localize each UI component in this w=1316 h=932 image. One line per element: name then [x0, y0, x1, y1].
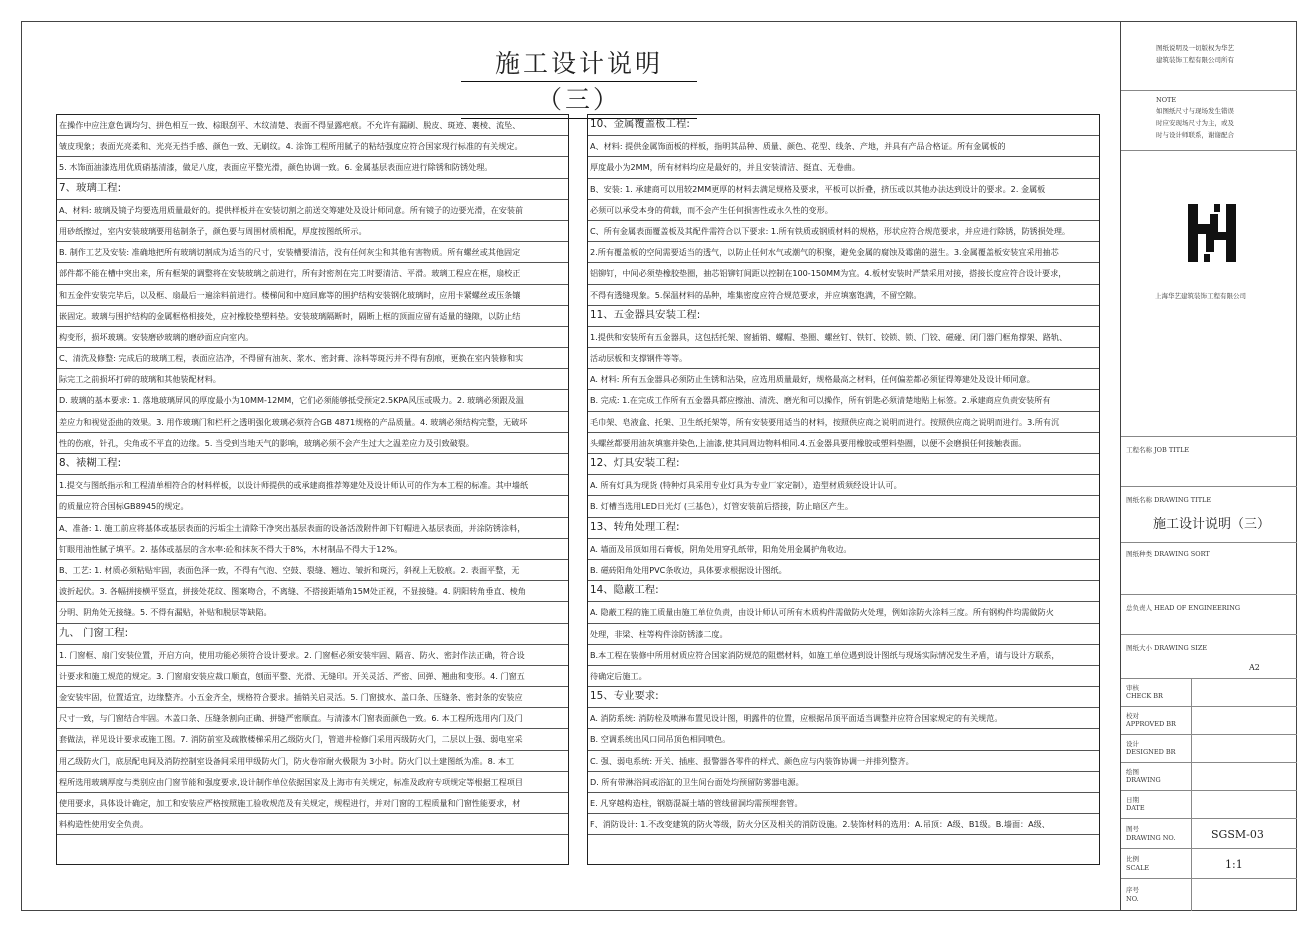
text-line: F、消防设计: 1.不改变建筑的防火等级，防火分区及相关的消防设施。2.装饰材料的选用：A.吊顶：A级、B1级。B.墙面：A级、	[588, 814, 1099, 835]
text-line: A. 所有灯具为现货 (特种灯具采用专业灯具为专业厂家定制），造型材质须经设计认可。	[588, 475, 1099, 496]
text-line: 用砂纸擦过，室内安装玻璃要用毡制条子，颜色要与周围材质相配，厚度按图纸所示。	[57, 221, 568, 242]
section-heading: 10、金属覆盖板工程:	[588, 115, 1099, 136]
text-line: 程所选用玻璃厚度与类别应由门窗节能和强度要求,设计制作单位依据国家及上海市有关规定，标准及政府专项规定等根据工程项目	[57, 772, 568, 793]
drawing-cn: 绘图	[1126, 768, 1139, 776]
section-heading: 11、五金器具安装工程:	[588, 306, 1099, 327]
text-line: A. 隐蔽工程的施工质量由施工单位负责，由设计师认可所有木质构件需做防火处理，例如涂防火涂料三度。所有钢构件均需做防火	[588, 602, 1099, 623]
text-line: 尺寸一致，与门窗结合牢固。木盖口条、压缝条割向正确、拼缝严密顺直。与清漆木门窗表面颜色一致。6. 本工程所选用内门及门	[57, 708, 568, 729]
text-line: 处理，非梁、柱等构件涂防锈漆二度。	[588, 624, 1099, 645]
text-line: 钉眼用油性腻子填平。2. 基体或基层的含水率:砼和抹灰不得大于8%，木材制品不得大于12%。	[57, 539, 568, 560]
text-line: 的质量应符合国标GB8945的规定。	[57, 496, 568, 517]
check-en: CHECK BR	[1126, 692, 1163, 700]
serial-en: NO.	[1126, 895, 1139, 903]
job-title-cell	[1121, 437, 1297, 487]
note-line-2: 时应安现场尺寸为主，或及	[1156, 119, 1234, 127]
drawing-sort-cell	[1121, 543, 1297, 595]
text-line: A. 墙面及吊顶如用石膏板，阴角处用穿孔纸带，阳角处用金属护角收边。	[588, 539, 1099, 560]
section-heading: 7、玻璃工程:	[57, 179, 568, 200]
scale-cn: 比例	[1126, 855, 1139, 863]
text-line: 际完工之前损坏打碎的玻璃和其他装配材料。	[57, 369, 568, 390]
drawing-size-label: 图纸大小 DRAWING SIZE	[1126, 644, 1208, 652]
scale-value: 1:1	[1225, 858, 1243, 871]
text-line: A. 消防系统: 消防栓及喷淋布置见设计图，明露件的位置，应根据吊顶平面适当调整并应符合国家规定的有关规范。	[588, 708, 1099, 729]
text-line: D. 玻璃的基本要求: 1. 落地玻璃屏风的厚度最小为10MM-12MM，它们必须能够抵受预定2.5KPA风压或吸力。2. 玻璃必须跟及温	[57, 390, 568, 411]
text-line: A、准备: 1. 施工前应将基体或基层表面的污垢尘土清除干净突出基层表面的设备活泼附件卸下钉帽进入基层表面，并涂防锈涂料，	[57, 518, 568, 539]
approved-row	[1121, 707, 1297, 735]
text-line: 1.提供和安装所有五金器具，这包括托架、窗插销、螺帽、垫圈、螺丝钉、铁钉、铰锁、锁、门铰、磁碰、闭门器门框角撑架、路轨、	[588, 327, 1099, 348]
drawing-title-value: 施工设计说明（三）	[1153, 517, 1271, 532]
text-line: 厚度最小为2MM，所有材料均应是最好的，并且安装清洁、挺直、无卷曲。	[588, 157, 1099, 178]
check-row	[1121, 679, 1297, 707]
drawing-en: DRAWING	[1126, 776, 1161, 784]
text-line: 波折起伏。3. 各幅拼接横平竖直，拼接处花纹、图案吻合，不离缝、不搭接距墙角15M处正视，不显接缝。4. 阴阳转角垂直、棱角	[57, 581, 568, 602]
date-en: DATE	[1126, 804, 1145, 812]
drawing-no-row	[1121, 819, 1297, 849]
text-line: 必须可以承受本身的荷载，而不会产生任何损害性或永久性的变形。	[588, 200, 1099, 221]
scale-row	[1121, 849, 1297, 879]
text-line: A. 材料: 所有五金器具必须防止生锈和沾染，应选用质量最好，规格最高之材料，任何偏差都必须征得筹建处及设计师同意。	[588, 369, 1099, 390]
right-text-column	[587, 114, 1100, 865]
text-line: 1.提交与图纸指示和工程清单相符合的材料样板，以设计师提供的或承建商推荐筹建处及设计师认可的作为本工程的标准。其中墙纸	[57, 475, 568, 496]
section-heading: 15、专业要求:	[588, 687, 1099, 708]
text-line: 5. 木饰面油漆选用优质硝基清漆，做足八度，表面应平整光滑，颜色协调一致。6. 金属基层表面应进行除锈和防锈处理。	[57, 157, 568, 178]
note-title: NOTE	[1156, 96, 1177, 104]
text-line: B. 灯槽当选用LED日光灯 (三基色），灯管安装前后搭接，防止暗区产生。	[588, 496, 1099, 517]
note-cell	[1121, 91, 1297, 151]
text-line: D. 所有带淋浴间或浴缸的卫生间台面处均预留防雾器电源。	[588, 772, 1099, 793]
drawing-size-value: A2	[1249, 663, 1260, 672]
text-line: B、安装: 1. 承建商可以用较2MM更厚的材料去满足规格及要求，平板可以折叠，挤压或以其他办法达到设计的要求。2. 金属板	[588, 179, 1099, 200]
designed-en: DESIGNED BR	[1126, 748, 1176, 756]
note-line-1: 如图纸尺寸与现场发生错误	[1156, 107, 1234, 115]
text-line: 分明、阴角处无接缝。5. 不得有漏贴，补贴和脱层等缺陷。	[57, 602, 568, 623]
text-line: 待确定后施工。	[588, 666, 1099, 687]
serial-cn: 序号	[1126, 886, 1139, 894]
text-line: 和五金件安装完毕后，以及框、扇最后一遍涂料前进行。楼梯间和中庭回廊等的围护结构安装钢化玻璃时，应用卡紧螺丝或压条镶	[57, 285, 568, 306]
text-line: 套做法，祥见设计要求或施工图。7. 消防前室及疏散楼梯采用乙级防火门，管道井检修门采用丙级防火门，二层以上强、弱电室采	[57, 729, 568, 750]
drawing-no-en: DRAWING NO.	[1126, 834, 1176, 842]
text-line: 差应力和视觉歪曲的效果。3. 用作玻璃门和栏杆之透明强化玻璃必须符合GB 4871规格的产品质量。4. 玻璃必须结构完整，无破坏	[57, 412, 568, 433]
section-heading: 8、裱糊工程:	[57, 454, 568, 475]
date-row	[1121, 791, 1297, 819]
drawing-sort-label: 图纸种类 DRAWING SORT	[1126, 550, 1210, 558]
drawing-title-label: 图纸名称 DRAWING TITLE	[1126, 496, 1212, 504]
text-line: 不得有透缝现象。5.保温材料的品种，堆集密度应符合规范要求，并应填塞饱满，不留空隙。	[588, 285, 1099, 306]
text-line: C、所有金属表面覆盖板及其配件需符合以下要求: 1.所有铁质或钢质材料的规格，形状应符合规范要求，并应进行除锈，防锈损处理。	[588, 221, 1099, 242]
text-line: 使用要求，具体设计确定，加工和安装应严格按照施工验收规范及有关规定，规程进行，并对门窗的工程质量和门窗性能要求，材	[57, 793, 568, 814]
text-line: 在操作中应注意色调均匀、拼色相互一致、棕眼刮平、木纹清楚、表面不得显露疤痕。不允许有漏刷、脱皮、斑迹、裹棱、流坠、	[57, 115, 568, 136]
text-line: B. 磁砖阳角处用PVC条收边，具体要求根据设计图纸。	[588, 560, 1099, 581]
text-line: B. 空调系统出风口同吊顶色相同喷色。	[588, 729, 1099, 750]
serial-row	[1121, 879, 1297, 911]
head-engineering-label: 总负责人 HEAD OF ENGINEERING	[1126, 604, 1241, 612]
text-line: 铝铆钉，中间必须垫橡胶垫圈，抽芯铝铆钉间距以控制在100-150MM为宜。4.板材安装时严禁采用对接，搭接长度应符合设计要求，	[588, 263, 1099, 284]
text-line: 性的伤痕，针孔，尖角或不平直的边缘。5. 当受到当地天气的影响，玻璃必须不会产生过大之温差应力及引致破裂。	[57, 433, 568, 454]
text-line: A、材料: 玻璃及镜子均要选用质量最好的。提供样板并在安装切割之前送交筹建处及设计师同意。所有镜子的边要光滑，在安装前	[57, 200, 568, 221]
copyright-cell	[1121, 21, 1297, 91]
section-heading: 12、灯具安装工程:	[588, 454, 1099, 475]
designed-cn: 设计	[1126, 740, 1139, 748]
scale-en: SCALE	[1126, 864, 1150, 872]
section-heading: 13、转角处理工程:	[588, 518, 1099, 539]
drawing-title-cell	[1121, 487, 1297, 543]
text-line: 计要求和施工规范的规定。3. 门窗扇安装应裁口顺直，刨面平整、光滑、无缝印。开关灵活、严密、回弹、翘曲和变形。4. 门窗五	[57, 666, 568, 687]
drawing-no-value: SGSM-03	[1211, 828, 1264, 841]
text-line: 嵌固定。玻璃与围护结构的金属框格相接处，应衬橡胶垫塑料垫。安装玻璃隔断时，隔断上框的顶面应留有适量的缝隙，以防止结	[57, 306, 568, 327]
text-line: 1. 门窗框、扇门安装位置，开启方向，使用功能必须符合设计要求。2. 门窗框必须安装牢固、隔音、防火、密封作法正确，符合设	[57, 645, 568, 666]
company-logo-cell	[1121, 151, 1297, 437]
copyright-line-1: 图纸说明及一切版权为华艺	[1156, 44, 1234, 52]
text-line: 部件都不能在槽中突出来，所有框架的调整将在安装玻璃之前进行，所有封密剂在完工时要清洁、平滑。玻璃工程应在框，扇校正	[57, 263, 568, 284]
text-line: C、清洗及修整: 完成后的玻璃工程，表面应洁净，不得留有油灰、浆水、密封膏、涂料等斑污并不得有刮痕，更换在室内装修和实	[57, 348, 568, 369]
company-name: 上海华艺建筑装饰工程有限公司	[1155, 292, 1246, 300]
text-line: 金安装牢固，位置适宜，边缘整齐。小五金齐全，规格符合要求。插销关启灵活。5. 门窗披水、盖口条、压缝条、密封条的安装应	[57, 687, 568, 708]
drawing-size-cell	[1121, 635, 1297, 679]
approved-en: APPROVED BR	[1126, 720, 1176, 728]
text-line: B. 制作工艺及安装: 准确地把所有玻璃切割成为适当的尺寸，安装槽要清洁，没有任何灰尘和其他有害物质。所有螺丝或其他固定	[57, 242, 568, 263]
date-cn: 日期	[1126, 796, 1139, 804]
text-line: C. 强、弱电系统: 开关、插座、报警器各零件的样式、颜色应与内装饰协调一并排列整齐。	[588, 751, 1099, 772]
title-block	[1120, 21, 1297, 911]
text-line: 毛巾架、皂液盒、托架、卫生纸托架等，所有安装要用适当的材料，按照供应商之说明而进行。按照供应商之说明而进行。3.所有沉	[588, 412, 1099, 433]
title-underline	[461, 81, 697, 82]
text-line: 皱皮现象；表面光亮柔和、光亮无挡手感、颜色一致、无刷纹。4. 涂饰工程所用腻子的粘结强度应符合国家现行标准的有关规定。	[57, 136, 568, 157]
text-line: B. 完成: 1.在完成工作所有五金器具都应擦油、清洗、磨光和可以操作，所有钥匙必须清楚地贴上标签。2.承建商应负责安装所有	[588, 390, 1099, 411]
head-engineering-cell	[1121, 595, 1297, 635]
text-line: B.本工程在装修中所用材质应符合国家消防规范的阻燃材料，如施工单位遇到设计图纸与现场实际情况发生矛盾，请与设计方联系，	[588, 645, 1099, 666]
text-line: 2.所有覆盖板的空间需要适当的透气，以防止任何水气或潮气的积聚，避免金属的腐蚀及霉菌的滋生。3.金属覆盖板安装宜采用抽芯	[588, 242, 1099, 263]
copyright-line-2: 建筑装饰工程有限公司所有	[1156, 56, 1234, 64]
approved-cn: 校对	[1126, 712, 1139, 720]
drawing-row	[1121, 763, 1297, 791]
drawing-no-cn: 图号	[1126, 825, 1139, 833]
section-heading: 九、 门窗工程:	[57, 624, 568, 645]
check-cn: 审核	[1126, 684, 1139, 692]
text-line: E. 凡穿越构造柱，钢筋混凝土墙的管线留洞均需预埋套管。	[588, 793, 1099, 814]
text-line: 构变形，损坏玻璃。安装磨砂玻璃的磨砂面应向室内。	[57, 327, 568, 348]
text-line: A、材料: 提供金属饰面板的样板，指明其品种、质量、颜色、花型、线条、产地，并具有产品合格证。所有金属板的	[588, 136, 1099, 157]
section-heading: 14、隐蔽工程:	[588, 581, 1099, 602]
document-title: 施工设计说明（三）	[461, 44, 697, 119]
text-line: B、工艺: 1. 材质必须粘贴牢固，表面色泽一致，不得有气泡、空鼓、裂缝、翘边、皱折和斑污，斜视上无胶痕。2. 表面平整，无	[57, 560, 568, 581]
text-line: 活动层板和支撑钢件等等。	[588, 348, 1099, 369]
company-logo	[1188, 204, 1236, 262]
text-line: 料构造性使用安全负责。	[57, 814, 568, 835]
text-line: 头螺丝都要用油灰填塞并染色,上油漆,使其同周边物料相同.4.五金器具要用橡胶或塑料垫圈，以便不会磨损任何接触表面。	[588, 433, 1099, 454]
designed-row	[1121, 735, 1297, 763]
left-text-column	[56, 114, 569, 865]
note-line-3: 时与设计师联系，谢谢配合	[1156, 131, 1234, 139]
text-line: 用乙级防火门，底层配电间及消防控制室设备间采用甲级防火门，防火卷帘耐火极限为 3小时。防火门以土建图纸为准。8. 本工	[57, 751, 568, 772]
job-title-label: 工程名称 JOB TITLE	[1126, 446, 1190, 454]
